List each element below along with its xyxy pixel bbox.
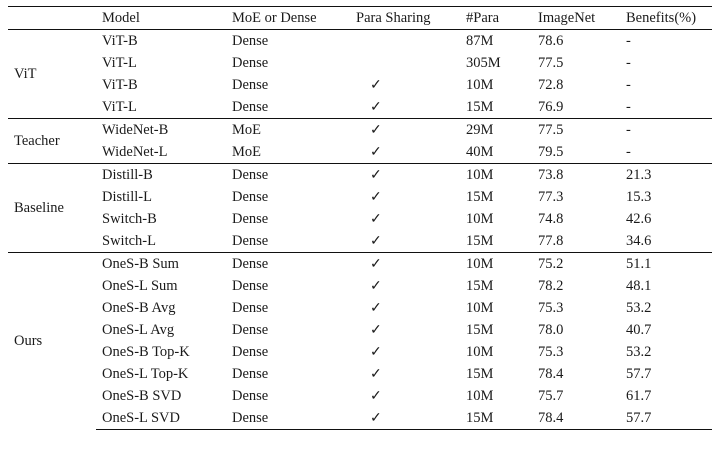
cell-imagenet: 75.7 (538, 387, 564, 404)
cell-moe-or-dense: Dense (232, 232, 269, 249)
cell-model: OneS-L Top-K (102, 365, 189, 382)
cell-benefits: 61.7 (626, 387, 652, 404)
cell-moe-or-dense: Dense (226, 253, 350, 276)
cell-para-sharing (350, 96, 460, 119)
table-body (8, 30, 712, 430)
cell-moe-or-dense: Dense (226, 407, 350, 430)
cell-model: OneS-B Top-K (102, 343, 190, 360)
cell-para-sharing (350, 30, 460, 53)
checkmark-icon: ✓ (370, 211, 382, 227)
cell-benefits: - (626, 54, 631, 71)
checkmark-icon: ✓ (370, 410, 382, 426)
table-row (8, 297, 712, 319)
cell-model: WideNet-B (96, 119, 226, 142)
cell-num-para: 15M (466, 232, 494, 249)
checkmark-icon: ✓ (370, 167, 382, 183)
table-row (8, 186, 712, 208)
table-row (8, 74, 712, 96)
cell-model: Switch-L (102, 232, 156, 249)
header-row (8, 7, 712, 30)
cell-moe-or-dense: Dense (232, 299, 269, 316)
cell-para-sharing (350, 74, 460, 96)
cell-model: OneS-B Avg (102, 299, 176, 316)
cell-num-para: 10M (466, 387, 494, 404)
cell-imagenet: 77.5 (538, 54, 564, 71)
checkmark-icon: ✓ (370, 388, 382, 404)
cell-model: OneS-L SVD (96, 407, 226, 430)
cell-moe-or-dense: Dense (232, 98, 269, 115)
cell-para-sharing (350, 119, 460, 142)
cell-imagenet: 75.2 (532, 253, 620, 276)
cell-imagenet: 77.5 (532, 119, 620, 142)
table-row (8, 407, 712, 430)
cell-para-sharing (350, 208, 460, 230)
cell-para-sharing (350, 385, 460, 407)
table-header (8, 7, 712, 30)
cell-model: ViT-B (102, 76, 138, 93)
cell-benefits: 53.2 (626, 299, 652, 316)
cell-imagenet: 79.5 (538, 143, 564, 160)
cell-imagenet: 75.3 (538, 343, 564, 360)
cell-benefits: - (626, 76, 631, 93)
table-row (8, 52, 712, 74)
table-row (8, 164, 712, 187)
table-row (8, 119, 712, 142)
column-header-para-sharing: Para Sharing (350, 7, 460, 30)
cell-model: OneS-B SVD (102, 387, 182, 404)
cell-model: ViT-B (96, 30, 226, 53)
cell-moe-or-dense: Dense (232, 387, 269, 404)
cell-benefits: 53.2 (626, 343, 652, 360)
column-header-model: Model (96, 7, 226, 30)
cell-imagenet: 78.0 (538, 321, 564, 338)
column-header-num-para: #Para (460, 7, 532, 30)
cell-benefits: 21.3 (620, 164, 712, 187)
group-label-ours: Ours (8, 253, 96, 430)
checkmark-icon: ✓ (370, 278, 382, 294)
cell-para-sharing (350, 363, 460, 385)
cell-para-sharing (350, 186, 460, 208)
cell-imagenet: 78.2 (538, 277, 564, 294)
cell-model: OneS-L Sum (102, 277, 178, 294)
cell-num-para: 15M (466, 365, 494, 382)
cell-num-para: 10M (466, 299, 494, 316)
cell-model: Switch-B (102, 210, 157, 227)
cell-imagenet: 78.4 (532, 407, 620, 430)
group-label-baseline: Baseline (8, 164, 96, 253)
cell-benefits: - (620, 30, 712, 53)
cell-moe-or-dense: Dense (232, 321, 269, 338)
cell-imagenet: 77.8 (538, 232, 564, 249)
cell-benefits: - (620, 119, 712, 142)
checkmark-icon: ✓ (370, 256, 382, 272)
cell-para-sharing (350, 52, 460, 74)
cell-num-para: 15M (466, 188, 494, 205)
cell-para-sharing (350, 341, 460, 363)
cell-moe-or-dense: Dense (232, 210, 269, 227)
cell-para-sharing (350, 407, 460, 430)
cell-num-para: 10M (460, 253, 532, 276)
cell-num-para: 10M (466, 343, 494, 360)
table-row (8, 341, 712, 363)
checkmark-icon: ✓ (370, 122, 382, 138)
cell-benefits: 34.6 (626, 232, 652, 249)
table-row (8, 96, 712, 119)
cell-num-para: 40M (466, 143, 494, 160)
table-row (8, 385, 712, 407)
cell-para-sharing (350, 275, 460, 297)
cell-num-para: 10M (460, 164, 532, 187)
table-row (8, 275, 712, 297)
cell-num-para: 10M (466, 210, 494, 227)
cell-imagenet: 74.8 (538, 210, 564, 227)
cell-para-sharing (350, 230, 460, 253)
cell-num-para: 15M (466, 277, 494, 294)
cell-num-para: 15M (466, 321, 494, 338)
cell-moe-or-dense: Dense (232, 277, 269, 294)
table-row (8, 253, 712, 276)
cell-moe-or-dense: Dense (232, 76, 269, 93)
table-row (8, 30, 712, 53)
checkmark-icon: ✓ (370, 322, 382, 338)
cell-imagenet: 76.9 (538, 98, 564, 115)
cell-imagenet: 75.3 (538, 299, 564, 316)
cell-benefits: 51.1 (620, 253, 712, 276)
cell-benefits: 15.3 (626, 188, 652, 205)
cell-imagenet: 78.4 (538, 365, 564, 382)
cell-num-para: 87M (460, 30, 532, 53)
cell-model: Distill-L (102, 188, 152, 205)
group-label-teacher: Teacher (8, 119, 96, 164)
cell-para-sharing (350, 319, 460, 341)
checkmark-icon: ✓ (370, 233, 382, 249)
cell-benefits: 48.1 (626, 277, 652, 294)
cell-moe-or-dense: Dense (232, 188, 269, 205)
table-row (8, 363, 712, 385)
cell-num-para: 10M (466, 76, 494, 93)
cell-num-para: 305M (466, 54, 501, 71)
results-table (8, 6, 712, 430)
cell-model: OneS-B Sum (96, 253, 226, 276)
cell-moe-or-dense: MoE (232, 143, 261, 160)
cell-benefits: 40.7 (626, 321, 652, 338)
cell-para-sharing (350, 141, 460, 164)
column-header-benefits: Benefits(%) (620, 7, 712, 30)
cell-benefits: 57.7 (626, 365, 652, 382)
cell-model: ViT-L (102, 54, 137, 71)
cell-moe-or-dense: Dense (226, 164, 350, 187)
cell-para-sharing (350, 164, 460, 187)
cell-num-para: 15M (460, 407, 532, 430)
checkmark-icon: ✓ (370, 77, 382, 93)
cell-model: OneS-L Avg (102, 321, 175, 338)
column-header-moe-or-dense: MoE or Dense (226, 7, 350, 30)
table-row (8, 141, 712, 164)
checkmark-icon: ✓ (370, 366, 382, 382)
cell-imagenet: 73.8 (532, 164, 620, 187)
table-row (8, 208, 712, 230)
cell-imagenet: 77.3 (538, 188, 564, 205)
cell-para-sharing (350, 253, 460, 276)
cell-model: Distill-B (96, 164, 226, 187)
cell-moe-or-dense: MoE (226, 119, 350, 142)
cell-benefits: 42.6 (626, 210, 652, 227)
checkmark-icon: ✓ (370, 300, 382, 316)
checkmark-icon: ✓ (370, 144, 382, 160)
cell-model: ViT-L (102, 98, 137, 115)
cell-benefits: 57.7 (620, 407, 712, 430)
cell-moe-or-dense: Dense (232, 54, 269, 71)
cell-moe-or-dense: Dense (232, 365, 269, 382)
cell-num-para: 29M (460, 119, 532, 142)
cell-model: WideNet-L (102, 143, 168, 160)
cell-imagenet: 72.8 (538, 76, 564, 93)
checkmark-icon: ✓ (370, 189, 382, 205)
checkmark-icon: ✓ (370, 99, 382, 115)
cell-num-para: 15M (466, 98, 494, 115)
column-header-imagenet: ImageNet (532, 7, 620, 30)
table-row (8, 319, 712, 341)
cell-imagenet: 78.6 (532, 30, 620, 53)
cell-moe-or-dense: Dense (226, 30, 350, 53)
cell-moe-or-dense: Dense (232, 343, 269, 360)
cell-benefits: - (626, 98, 631, 115)
checkmark-icon: ✓ (370, 344, 382, 360)
cell-benefits: - (626, 143, 631, 160)
cell-para-sharing (350, 297, 460, 319)
column-header-group (8, 7, 96, 30)
group-label-vit: ViT (8, 30, 96, 119)
table-row (8, 230, 712, 253)
